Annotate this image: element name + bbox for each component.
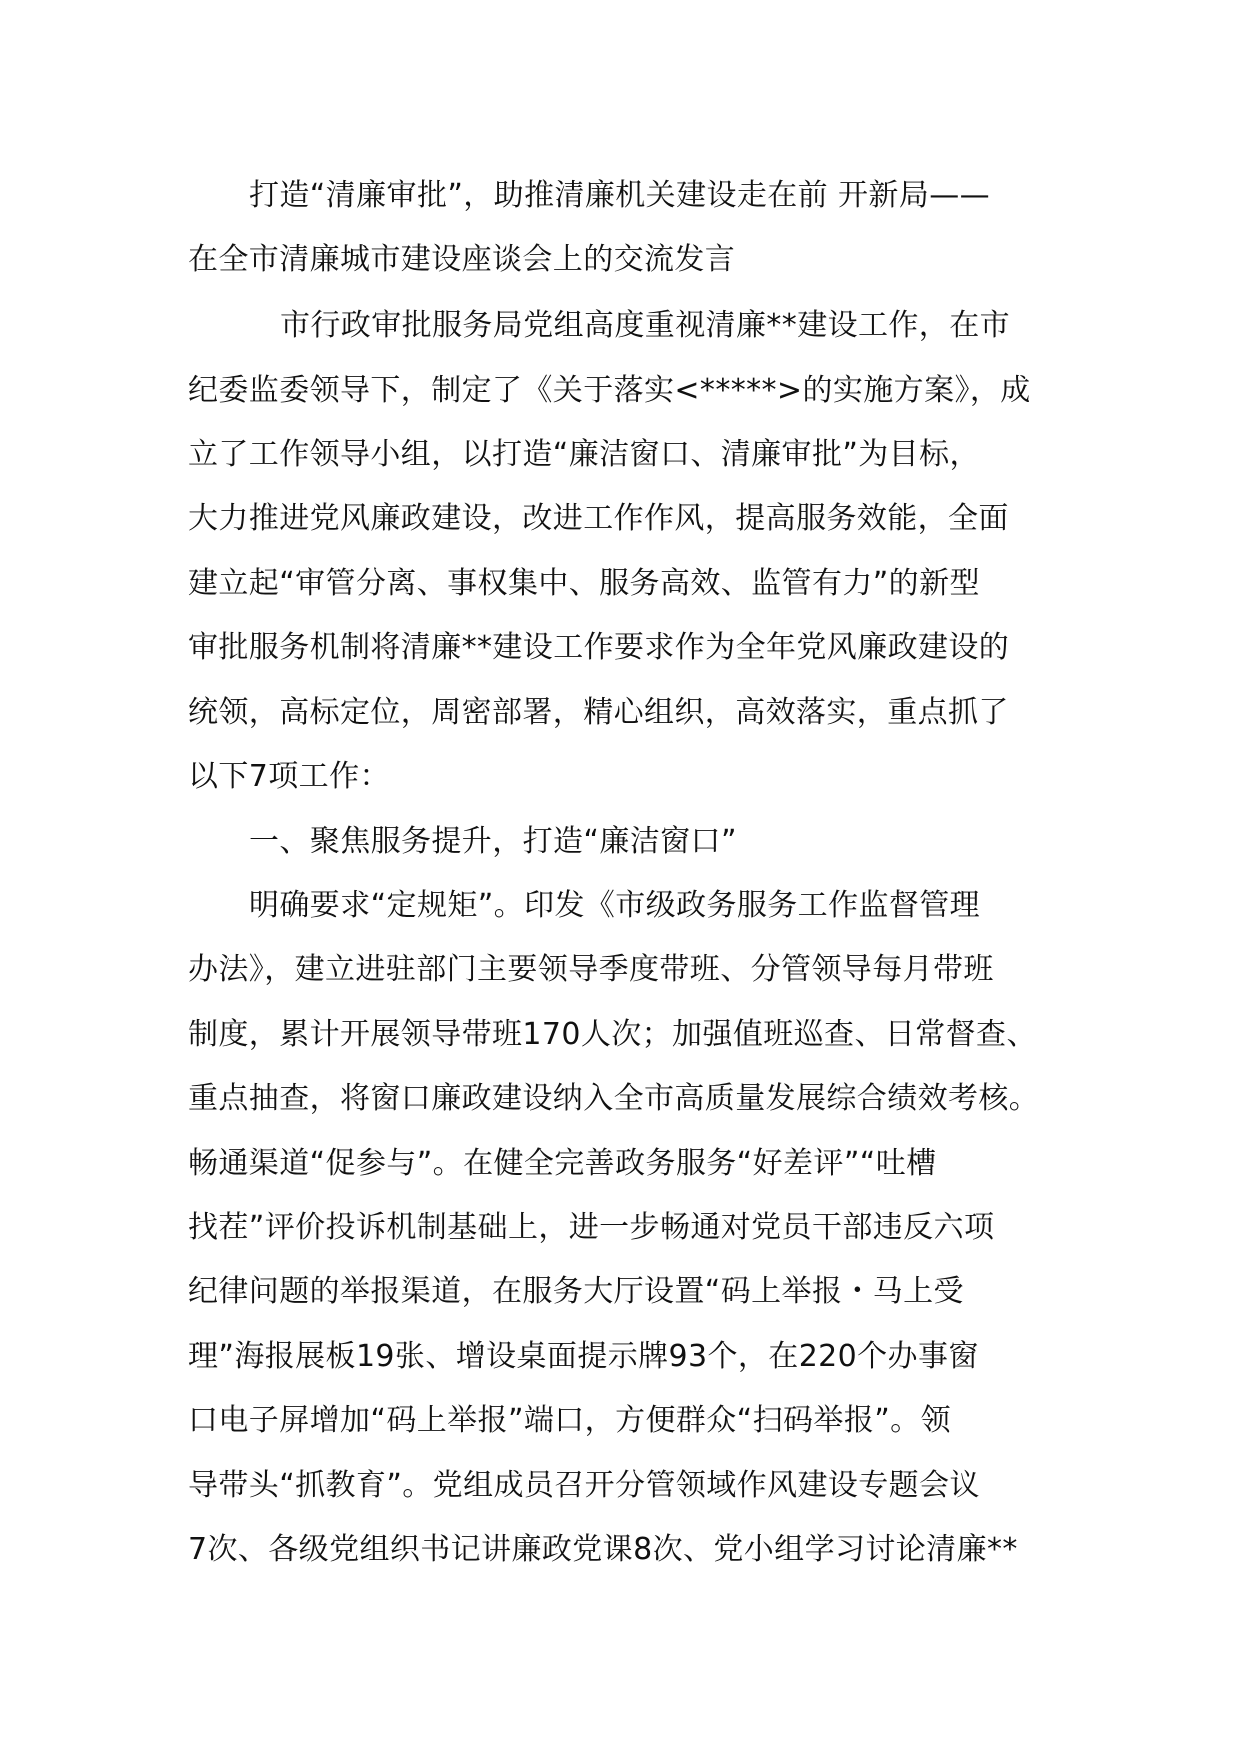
body-line: 理”海报展板19张、增设桌面提示牌93个，在220个办事窗 [188, 1339, 979, 1374]
title-line-2: 在全市清廉城市建设座谈会上的交流发言 [188, 242, 736, 277]
body-line: 纪律问题的举报渠道，在服务大厅设置“码上举报・马上受 [188, 1274, 964, 1309]
body-line: 纪委监委领导下，制定了《关于落实<*****>的实施方案》，成 [188, 373, 1031, 408]
body-line: 统领，高标定位，周密部署，精心组织，高效落实，重点抓了 [188, 695, 1009, 730]
section-heading: 一、聚焦服务提升，打造“廉洁窗口” [249, 824, 737, 859]
body-line: 立了工作领导小组，以打造“廉洁窗口、清廉审批”为目标， [188, 437, 980, 472]
body-line: 7次、各级党组织书记讲廉政党课8次、党小组学习讨论清廉** [188, 1532, 1018, 1567]
body-line: 审批服务机制将清廉**建设工作要求作为全年党风廉政建设的 [188, 630, 1010, 665]
body-line: 办法》，建立进驻部门主要领导季度带班、分管领导每月带班 [188, 952, 994, 987]
body-line: 制度，累计开展领导带班170人次；加强值班巡查、日常督查、 [188, 1017, 1037, 1052]
body-line: 建立起“审管分离、事权集中、服务高效、监管有力”的新型 [188, 566, 980, 601]
body-line: 以下7项工作： [188, 759, 390, 794]
body-line: 口电子屏增加“码上举报”端口，方便群众“扫码举报”。领 [188, 1403, 951, 1438]
body-line: 明确要求“定规矩”。印发《市级政务服务工作监督管理 [249, 888, 981, 923]
body-line: 市行政审批服务局党组高度重视清廉**建设工作，在市 [280, 308, 1010, 343]
body-line: 畅通渠道“促参与”。在健全完善政务服务“好差评”“吐槽 [188, 1146, 937, 1181]
body-line: 重点抽查，将窗口廉政建设纳入全市高质量发展综合绩效考核。 [188, 1081, 1040, 1116]
body-line: 找茬”评价投诉机制基础上，进一步畅通对党员干部违反六项 [188, 1210, 995, 1245]
title-line-1: 打造“清廉审批”，助推清廉机关建设走在前 开新局—— [249, 178, 991, 213]
body-line: 导带头“抓教育”。党组成员召开分管领域作风建设专题会议 [188, 1468, 980, 1503]
body-line: 大力推进党风廉政建设，改进工作作风，提高服务效能，全面 [188, 501, 1009, 536]
